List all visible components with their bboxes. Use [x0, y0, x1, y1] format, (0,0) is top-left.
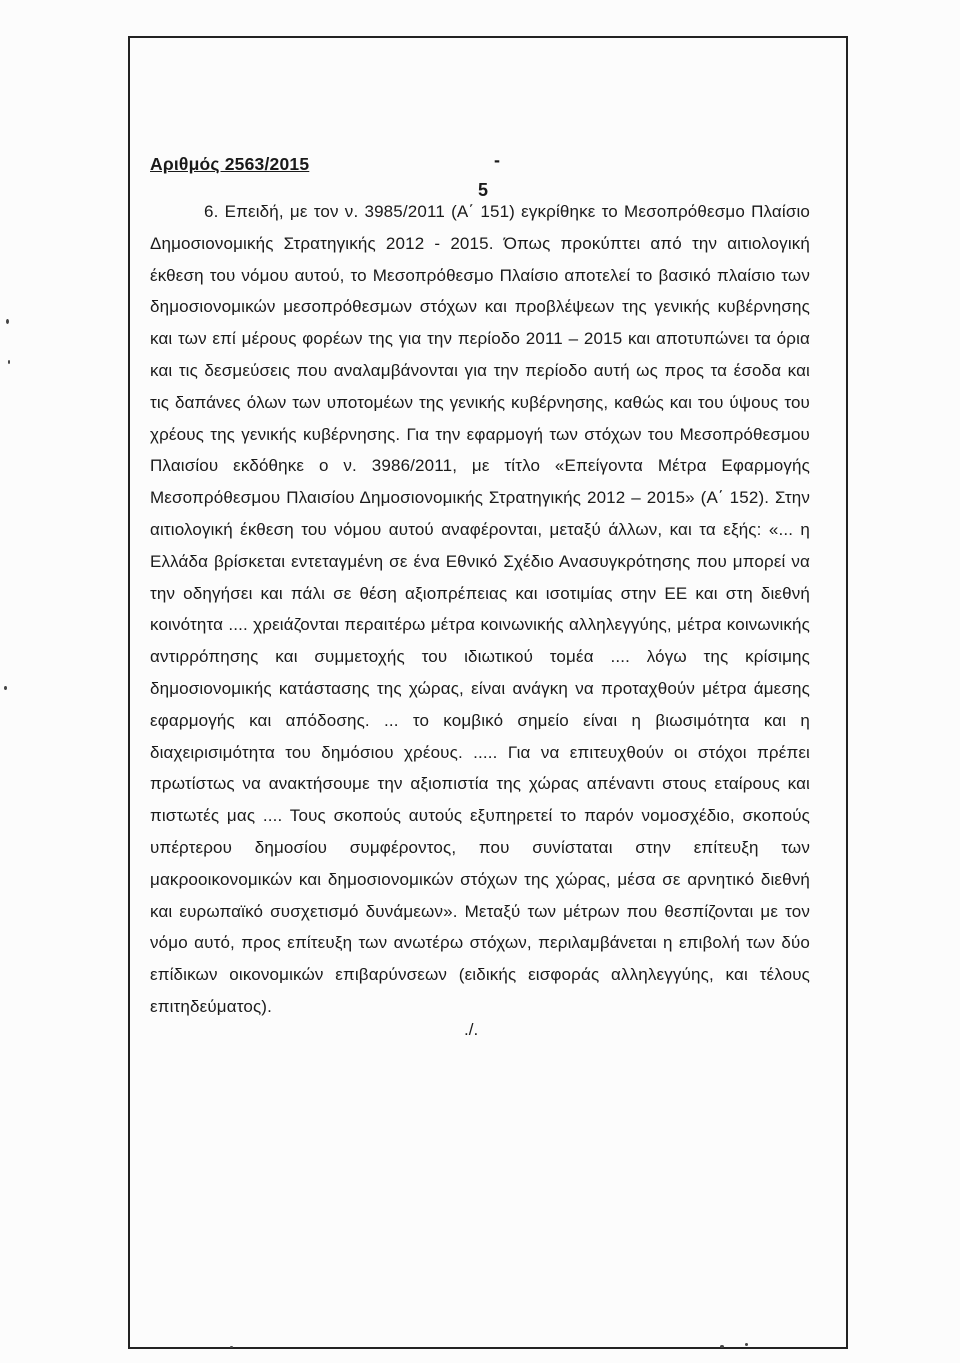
decision-number-heading: Αριθμός 2563/2015	[150, 154, 310, 174]
page-border-right	[846, 36, 848, 1349]
dash-mark: -	[494, 150, 500, 170]
scan-speck	[720, 1345, 724, 1348]
scan-speck	[6, 319, 9, 324]
closing-mark: ./.	[464, 1020, 479, 1039]
page-border-top	[128, 36, 848, 38]
scan-speck	[745, 1343, 748, 1346]
document-body	[150, 196, 810, 1023]
scan-speck	[4, 686, 7, 690]
page-border-left	[128, 36, 130, 1349]
page-number-mark: 5	[478, 180, 489, 200]
scan-speck	[8, 360, 10, 364]
paragraph-6: 6. Επειδή, με τον ν. 3985/2011 (Α΄ 151) εγκρίθηκε το Μεσοπρόθεσμο Πλαίσιο Δημοσιονομικής Στρατηγικής 2012 - 2015. Όπως προκύπτει από την αιτιολογική έκθεση του νόμου αυτού, το Μεσοπρόθεσμο Πλαίσιο αποτελεί το βασικό πλαίσιο των δημοσιονομικών μεσοπρόθεσμων στόχων και προβλέψεων της γενικής κυβέρνησης και των επί μέρους φορέων της για την περίοδο 2011 – 2015 και αποτυπώνει τα όρια και τις δεσμεύσεις που αναλαμβάνονται για την περίοδο αυτή ως προς τα έσοδα και τις δαπάνες όλων των υποτομέων της γενικής κυβέρνησης, καθώς και του ύψους του χρέους της γενικής κυβέρνησης. Για την εφαρμογή των στόχων του Μεσοπρόθεσμου Πλαισίου εκδόθηκε ο ν. 3986/2011, με τίτλο «Επείγοντα Μέτρα Εφαρμογής Μεσοπρόθεσμου Πλαισίου Δημοσιονομικής Στρατηγικής 2012 – 2015» (Α΄ 152). Στην αιτιολογική έκθεση του νόμου αυτού αναφέρονται, μεταξύ άλλων, και τα εξής: «... η Ελλάδα βρίσκεται εντεταγμένη σε ένα Εθνικό Σχέδιο Ανασυγκρότησης που μπορεί να την οδηγήσει και πάλι σε θέση αξιοπρέπειας και ισοτιμίας στην ΕΕ και στη διεθνή κοινότητα .... χρειάζονται περαιτέρω μέτρα κοινωνικής αλληλεγγύης, μέτρα κοινωνικής αντιρρόπησης και συμμετοχής του ιδιωτικού τομέα .... λόγω της κρίσιμης δημοσιονομικής κατάστασης της χώρας, είναι ανάγκη να προταχθούν μέτρα άμεσης εφαρμογής και απόδοσης. ... το κομβικό σημείο είναι η βιωσιμότητα και η διαχειρισιμότητα του δημόσιου χρέους. ..... Για να επιτευχθούν οι στόχοι πρέπει πρωτίστως να ανακτήσουμε την αξιοπιστία της χώρας απέναντι στους εταίρους και πιστωτές μας .... Τους σκοπούς αυτούς εξυπηρετεί το παρόν νομοσχέδιο, σκοπούς υπέρτερου δημοσίου συμφέροντος, που συνίσταται στην επίτευξη των μακροοικονομικών και δημοσιονομικών στόχων της χώρας, μέσα σε αρνητικό διεθνή και ευρωπαϊκό συσχετισμό δυνάμεων». Μεταξύ των μέτρων που θεσπίζονται με τον νόμο αυτό, προς επίτευξη των ανωτέρω στόχων, περιλαμβάνεται η επιβολή των δύο επίδικων οικονομικών επιβαρύνσεων (ειδικής εισφοράς αλληλεγγύης, και τέλους επιτηδεύματος).	[150, 202, 810, 1016]
page-border-bottom	[128, 1347, 848, 1349]
scan-speck	[230, 1346, 233, 1348]
